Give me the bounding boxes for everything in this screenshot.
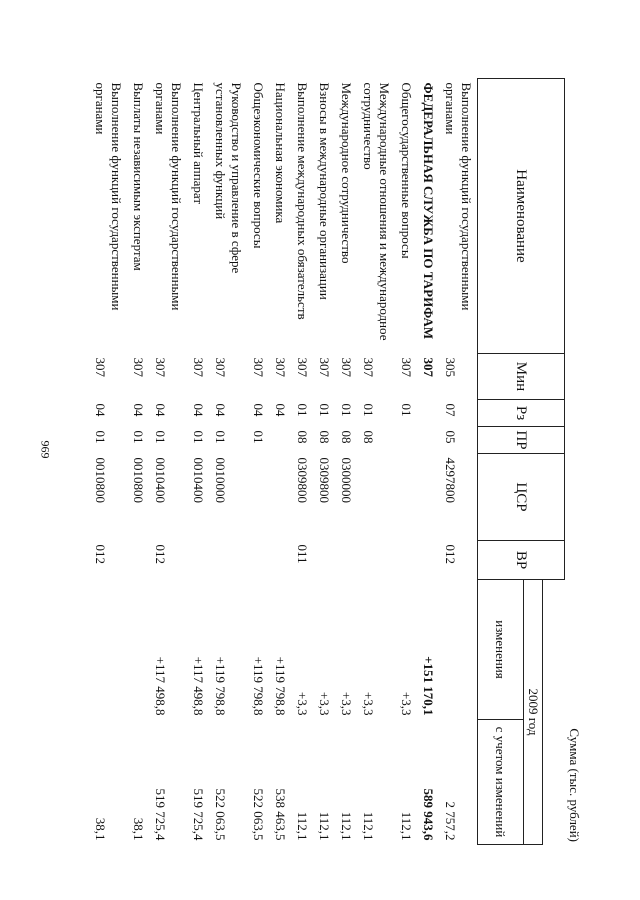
row-changes: +151 170,1 — [421, 656, 436, 716]
row-min: 307 — [153, 357, 168, 377]
table-row — [149, 79, 187, 845]
row-min: 307 — [361, 357, 376, 377]
header-changes: изменения — [478, 580, 524, 720]
row-vr — [209, 541, 247, 580]
row-pr: 01 — [251, 430, 266, 444]
row-pr: 08 — [295, 430, 310, 444]
row-name: Взносы в международные организации — [317, 82, 332, 300]
row-name: Выполнение функций государственными органами — [443, 82, 474, 311]
row-name: Выплаты независимым экспертам — [131, 82, 146, 271]
row-name: Общегосударственные вопросы — [399, 82, 414, 259]
row-vr — [357, 541, 395, 580]
table-row — [313, 79, 335, 845]
row-csr — [357, 454, 395, 541]
unit-caption: Сумма (тыс. рублей) — [567, 728, 582, 842]
row-rz: 04 — [131, 403, 146, 417]
header-name: Наименование — [478, 79, 565, 354]
row-min: 307 — [93, 357, 108, 377]
row-vr: 012 — [153, 544, 168, 564]
row-total: 538 463,5 — [273, 788, 288, 841]
table-row — [417, 79, 439, 845]
row-total: 112,1 — [361, 811, 376, 841]
row-csr — [269, 454, 291, 541]
row-changes: +119 798,8 — [251, 656, 266, 716]
row-total: 112,1 — [399, 811, 414, 841]
row-vr — [269, 541, 291, 580]
row-vr — [313, 541, 335, 580]
row-min: 305 — [443, 357, 458, 377]
table-row — [209, 79, 247, 845]
row-pr: 08 — [339, 430, 354, 444]
row-min: 307 — [213, 357, 228, 377]
row-csr: 0010400 — [153, 457, 168, 503]
row-rz: 01 — [317, 403, 332, 417]
row-total: 2 757,2 — [443, 801, 458, 841]
row-min: 307 — [251, 357, 266, 377]
row-min: 307 — [339, 357, 354, 377]
row-min: 307 — [191, 357, 206, 377]
row-pr: 05 — [443, 430, 458, 444]
row-rz: 01 — [361, 403, 376, 417]
row-csr: 0309800 — [295, 457, 310, 503]
row-name: Национальная экономика — [273, 82, 288, 224]
row-changes: +3,3 — [339, 691, 354, 716]
table-row — [127, 79, 149, 845]
row-vr — [187, 541, 209, 580]
table-row — [395, 79, 417, 845]
row-pr: 01 — [191, 430, 206, 444]
header-rz: Рз — [478, 400, 565, 427]
row-csr — [417, 454, 439, 541]
row-pr: 08 — [317, 430, 332, 444]
row-min: 307 — [295, 357, 310, 377]
row-changes: +119 798,8 — [273, 656, 288, 716]
row-vr: 012 — [443, 544, 458, 564]
row-rz: 01 — [295, 403, 310, 417]
row-rz: 04 — [273, 403, 288, 417]
row-changes: +117 498,8 — [191, 656, 206, 716]
row-total: 522 063,5 — [213, 788, 228, 841]
row-pr: 01 — [153, 430, 168, 444]
table-row — [269, 79, 291, 845]
row-min: 307 — [399, 357, 414, 377]
table-row — [357, 79, 395, 845]
row-name: Центральный аппарат — [191, 82, 206, 205]
row-name: ФЕДЕРАЛЬНАЯ СЛУЖБА ПО ТАРИФАМ — [421, 82, 436, 340]
table-row — [439, 79, 478, 845]
row-pr — [395, 427, 417, 454]
row-rz: 04 — [213, 403, 228, 417]
row-rz: 04 — [153, 403, 168, 417]
row-csr — [395, 454, 417, 541]
row-total: 519 725,4 — [191, 788, 206, 841]
row-csr: 0010800 — [93, 457, 108, 503]
row-total: 38,1 — [131, 817, 146, 841]
header-csr: ЦСР — [478, 454, 565, 541]
header-with-changes: с учетом изменений — [478, 720, 524, 845]
row-pr — [269, 427, 291, 454]
row-min: 307 — [421, 357, 436, 377]
row-changes — [127, 580, 149, 720]
row-min: 307 — [131, 357, 146, 377]
table-row — [247, 79, 269, 845]
row-pr: 01 — [93, 430, 108, 444]
row-name: Международные отношения и международное сотрудничество — [361, 82, 392, 341]
header-vr: ВР — [478, 541, 565, 580]
budget-table-page — [93, 78, 583, 844]
budget-table — [89, 78, 565, 845]
row-total: 38,1 — [93, 817, 108, 841]
row-pr: 01 — [213, 430, 228, 444]
row-vr — [417, 541, 439, 580]
row-rz — [417, 400, 439, 427]
row-total: 522 063,5 — [251, 788, 266, 841]
row-total: 112,1 — [317, 811, 332, 841]
row-csr: 0010800 — [131, 457, 146, 503]
row-vr — [247, 541, 269, 580]
table-body — [89, 79, 478, 845]
row-csr: 4297800 — [443, 457, 458, 503]
row-vr: 012 — [93, 544, 108, 564]
row-rz: 01 — [399, 403, 414, 417]
row-name: Выполнение функций государственными органами — [153, 82, 184, 311]
row-changes — [439, 580, 478, 720]
table-row — [187, 79, 209, 845]
row-csr: 0309800 — [317, 457, 332, 503]
row-pr: 01 — [131, 430, 146, 444]
row-total: 589 943,6 — [421, 788, 436, 841]
row-changes: +3,3 — [295, 691, 310, 716]
row-vr: 011 — [295, 544, 310, 564]
row-vr — [127, 541, 149, 580]
row-csr: 0300000 — [339, 457, 354, 503]
row-rz: 04 — [191, 403, 206, 417]
row-rz: 01 — [339, 403, 354, 417]
row-vr — [335, 541, 357, 580]
row-vr — [395, 541, 417, 580]
row-changes: +3,3 — [399, 691, 414, 716]
row-rz: 04 — [93, 403, 108, 417]
row-name: Международное сотрудничество — [339, 82, 354, 264]
table-row — [291, 79, 313, 845]
row-total: 519 725,4 — [153, 788, 168, 841]
row-csr — [247, 454, 269, 541]
row-pr: 08 — [361, 430, 376, 444]
row-pr — [417, 427, 439, 454]
row-name: Руководство и управление в сфере установленных функций — [213, 82, 244, 274]
row-min: 307 — [317, 357, 332, 377]
header-sum-spacer — [543, 580, 565, 845]
header-min: Мин — [478, 354, 565, 400]
row-min: 307 — [273, 357, 288, 377]
row-name: Выполнение функций государственными органами — [93, 82, 124, 311]
row-csr: 0010400 — [191, 457, 206, 503]
row-changes: +119 798,8 — [213, 656, 228, 716]
row-rz: 07 — [443, 403, 458, 417]
header-year: 2009 год — [524, 580, 543, 845]
row-rz: 04 — [251, 403, 266, 417]
row-total: 112,1 — [295, 811, 310, 841]
page-number: 969 — [38, 440, 53, 459]
row-name: Выполнение международных обязательств — [295, 82, 310, 320]
table-row — [335, 79, 357, 845]
header-pr: ПР — [478, 427, 565, 454]
row-changes: +3,3 — [361, 691, 376, 716]
row-changes: +3,3 — [317, 691, 332, 716]
table-row — [89, 79, 127, 845]
row-total: 112,1 — [339, 811, 354, 841]
row-csr: 0010000 — [213, 457, 228, 503]
row-name: Общеэкономические вопросы — [251, 82, 266, 249]
row-changes — [89, 580, 127, 720]
row-changes: +117 498,8 — [153, 656, 168, 716]
